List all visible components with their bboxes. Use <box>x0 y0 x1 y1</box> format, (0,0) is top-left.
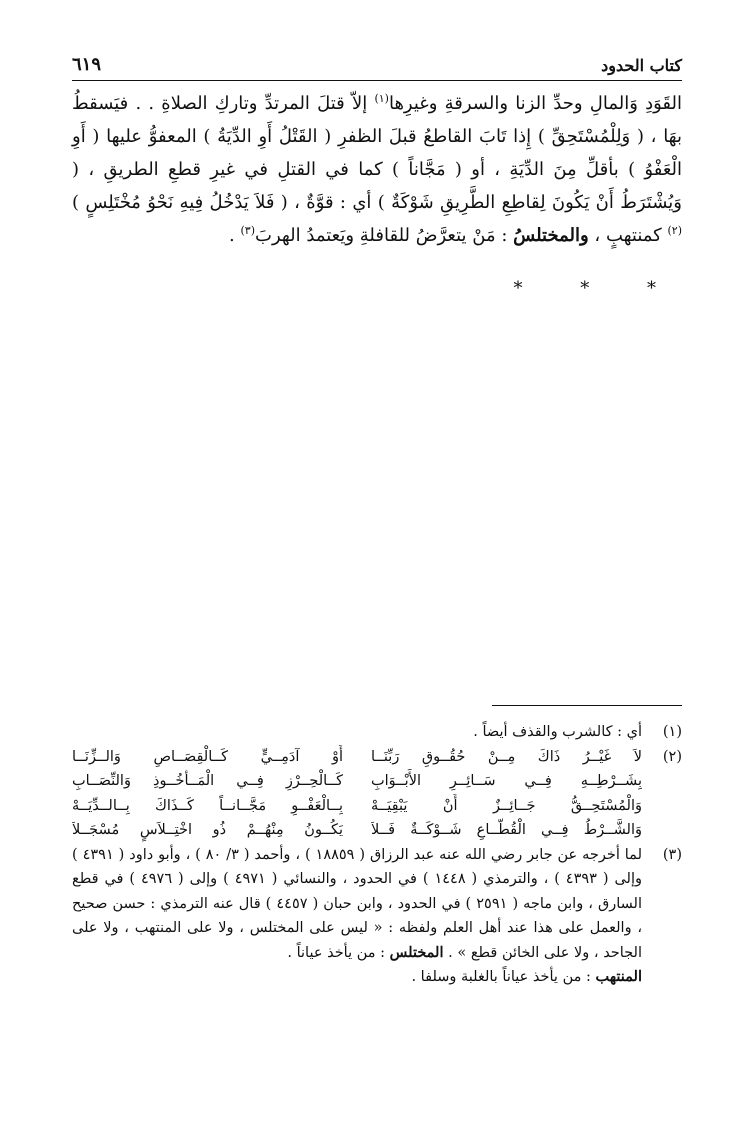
verse-hemistich: لاَ غَيْــرُ ذَاكَ مِــنْ حُقُــوقِ رَبِّنَــا <box>371 748 642 765</box>
footnote-number: (١) <box>662 724 682 740</box>
text-run: . <box>229 225 241 246</box>
footnote-ref-2: (٢) <box>667 224 682 237</box>
footnote-1 <box>72 720 682 745</box>
footnote-ref-1: (١) <box>374 92 389 105</box>
footnote-text <box>72 843 642 990</box>
verse-hemistich: بِشَــرْطِــهِ فِــي سَــائِــرِ الأَبْــوَابِ <box>371 773 642 789</box>
footnote-ref-3: (٣) <box>240 224 255 237</box>
footnote-divider <box>492 705 682 706</box>
verse-hemistich: أَوْ آدَمِــيٍّ كَــالْقِصَــاصِ وَالــزِّنَــا <box>72 748 343 765</box>
defined-term: المنتهب <box>595 968 642 985</box>
text-run: القَوَدِ وَالمالِ وحدِّ الزنا والسرقةِ وغيرِها <box>388 93 682 114</box>
page <box>72 48 682 1098</box>
verse-hemistich: وَالْمُسْتَحِــقُّ جَــائِــزٌ أَنْ يَبْقِيَــهْ <box>371 797 642 814</box>
page-header <box>72 48 682 81</box>
footnote-3 <box>72 843 682 990</box>
defined-term: والمختلسُ <box>513 225 589 246</box>
text-run: : مَنْ يتعرَّضُ للقافلةِ ويَعتمدُ الهربَ <box>255 225 514 246</box>
footnote-number: (٣) <box>662 846 682 863</box>
section-separator: * * * <box>513 278 682 299</box>
footnotes <box>72 720 682 990</box>
footnote-paragraph <box>72 965 642 990</box>
citation-text: لما أخرجه عن جابر رضي الله عنه عبد الرزاق ( ١٨٨٥٩ ) ، وأحمد ( ٣/ ٨٠ ) ، وأبو داود ( ٤٣٩١ ) وإلى ( ٤٣٩٣ ) ، والترمذي ( ١٤٤٨ ) في الحدود ، والنسائي ( ٤٩٧١ ) وإلى ( ٤٩٧٦ ) في قطع السارق ، وابن ماجه ( ٢٥٩١ ) في الحدود ، وابن حبان ( ٤٤٥٧ ) قال عنه الترمذي : حسن صحيح ، والعمل على هذا عند أهل العلم ولفظه : « ليس على المختلس ، ولا على المنتهب ، ولا على الجاحد ، ولا على الخائن قطع » . <box>72 846 643 961</box>
text-run: إلاّ قتلَ المرتدِّ وتاركِ الصلاةِ . . فيَسقطُ بهَا ، ( وَلِلْمُسْتَحِقِّ ) إِذا تَابَ القاطعُ قبلَ الظفرِ ( القَتْلُ أَوِ الدِّيَةُ ) المعفوُّ عليها ( أَوِ الْعَفْوُ ) بأقلِّ مِنَ الدِّيَةِ ، أو ( مَجَّاناً ) كما في القتلِ في غيرِ قطعِ الطريقِ ، ( وَيُشْتَرَطُ أَنْ يَكُونَ لِقاطِعِ الطَّرِيقِ شَوْكَةٌ ) أي : قوَّةٌ ، ( فَلاَ يَدْخُلُ فِيهِ نَحْوُ مُخْتَلِسٍ ) <box>72 93 682 213</box>
main-paragraph <box>72 87 682 252</box>
poem-verses <box>72 745 642 843</box>
verse-hemistich: وَالشَّــرْطُ فِــي الْقُطَّــاعِ شَــوْكَــةٌ فَــلاَ <box>371 822 642 838</box>
footnote-paragraph <box>72 843 642 966</box>
verse-hemistich: كَــالْحِــرْزِ فِــي الْمَــأْخُــوذِ وَالنِّصَــابِ <box>72 773 343 789</box>
verse-hemistich: بِــالْعَفْــوِ مَجَّــانــاً كَــذَاكَ بِــالــدِّيَــهْ <box>72 797 343 814</box>
main-text <box>72 87 682 305</box>
book-title: كتاب الحدود <box>601 56 682 75</box>
defined-term: المختلس <box>389 943 444 961</box>
footnote-number: (٢) <box>662 748 682 765</box>
footnote-text: أي : كالشرب والقذف أيضاً . <box>473 724 642 740</box>
footnote-2 <box>72 745 682 843</box>
verse-hemistich: يَكُــونُ مِنْهُــمْ ذُو اخْتِــلاَسٍ مُسْجَــلاَ <box>72 822 343 838</box>
page-number: ٦١٩ <box>72 54 102 75</box>
definition-text: : من يأخذ عياناً بالغلبة وسلفا . <box>411 969 596 985</box>
text-run: كمنتهبٍ ، <box>588 225 668 246</box>
definition-text: : من يأخذ عياناً . <box>287 944 390 961</box>
